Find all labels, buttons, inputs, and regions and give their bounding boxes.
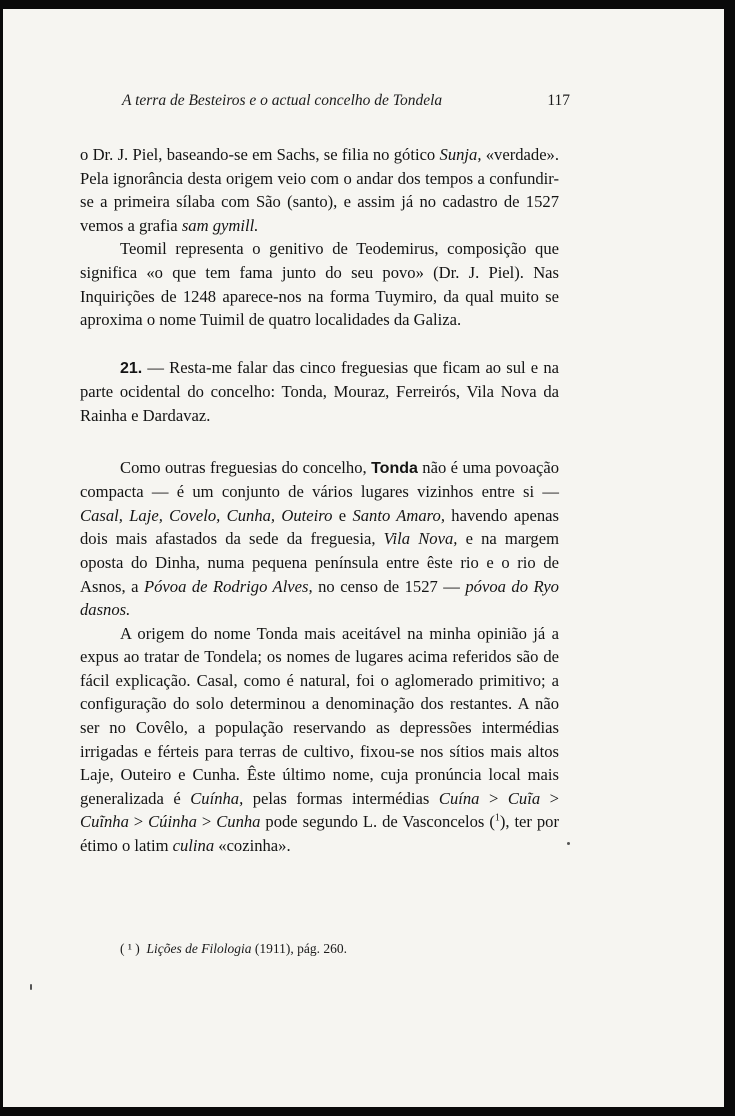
tonda-paragraph: Como outras freguesias do concelho, Tonda não é uma povoação compacta — é um conjunto de vários lugares vizinhos entre si — Casal, Laje, Covelo, Cunha, Outeiro e Santo Amaro, havendo apenas dois mais afastados da sede da freguesia, Vila Nova, e na margem oposta do Dinha, numa pequena península entre êste rio e o rio de Asnos, a Póvoa de Rodrigo Alves, no censo de 1527 — póvoa do Ryo dasnos.: [80, 457, 559, 620]
footnote-title: Lições de Filologia: [146, 941, 252, 956]
footnote: [120, 941, 347, 957]
print-speck: [567, 842, 570, 845]
page-number: 117: [547, 92, 570, 109]
running-head-title: A terra de Besteiros e o actual concelho de Tondela: [122, 92, 443, 109]
paragraph: Teomil representa o genitivo de Teodemirus, composição que significa «o que tem fama junto do seu povo» (Dr. J. Piel). Nas Inquirições de 1248 aparece-nos na forma Tuymiro, da qual muito se aproxima o nome Tuimil de quatro localidades da Galiza.: [80, 239, 559, 330]
paragraph: A origem do nome Tonda mais aceitável na minha opinião já a expus ao tratar de Tondela; os nomes de lugares acima referidos são de fácil explicação. Casal, como é natural, foi o aglomerado primitivo; a configuração do solo determinou a denominação dos restantes. A não ser no Covêlo, a população reservando as depressões intermédias irrigadas e férteis para terras de cultivo, fixou-se nos sítios mais altos Laje, Outeiro e Cunha. Êste último nome, cuja pronúncia local mais generalizada é Cuínha, pelas formas intermédias Cuína > Cuĩa > Cuĩnha > Cúinha > Cunha pode segundo L. de Vasconcelos ($^1$), ter por étimo o latim culina «cozinha».: [80, 623, 560, 856]
running-head: [122, 92, 570, 110]
section-number: 21.: [120, 359, 143, 377]
book-page: [3, 9, 724, 1107]
footnote-rest: (1911), pág. 260.: [251, 941, 348, 956]
section-21-paragraph: 21. — Resta-me falar das cinco freguesias que ficam ao sul e na parte ocidental do concelho: Tonda, Mouraz, Ferreirós, Vila Nova da Rainha e Dardavaz.: [80, 357, 559, 425]
body-text: [80, 143, 559, 858]
footnote-ref: 1: [494, 812, 500, 824]
footnote-marker: ( ¹ ): [120, 941, 140, 956]
paragraph: o Dr. J. Piel, baseando-se em Sachs, se filia no gótico Sunja, «verdade». Pela ignorância desta origem veio com o andar dos tempos a confundir-se a primeira sílaba com São (santo), e assim já no cadastro de 1527 vemos a grafia sam gymill.: [80, 145, 560, 235]
place-name-tonda: Tonda: [371, 459, 418, 477]
print-speck: [30, 984, 32, 990]
